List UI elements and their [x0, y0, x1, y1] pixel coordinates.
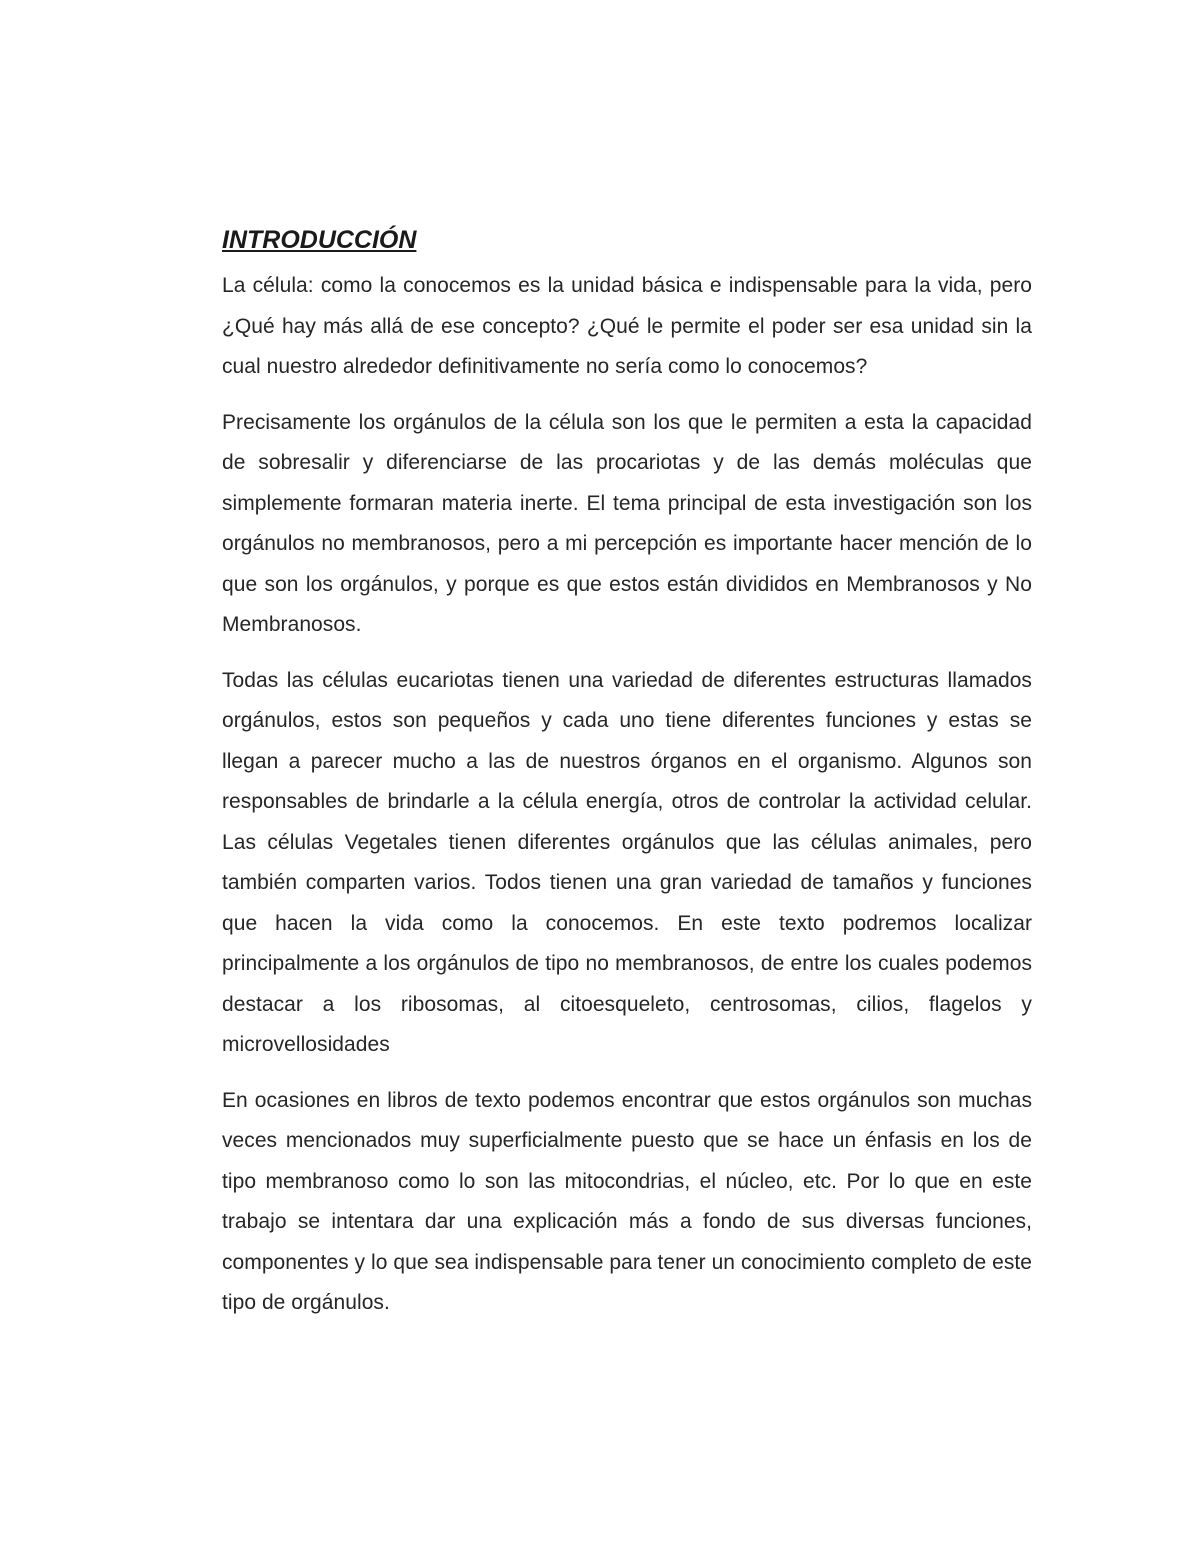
paragraph-2: Precisamente los orgánulos de la célula son los que le permiten a esta la capacidad de sobresalir y diferenciarse de las procariotas y de las demás moléculas que simplemente formaran materia inerte. El tema principal de esta investigación son los orgánulos no membranosos, pero a mi percepción es importante hacer mención de lo que son los orgánulos, y porque es que estos están divididos en Membranosos y No Membranosos.: [222, 410, 1032, 636]
paragraph-4: En ocasiones en libros de texto podemos encontrar que estos orgánulos son muchas veces mencionados muy superficialmente puesto que se hace un énfasis en los de tipo membranoso como lo son las mitocondrias, el núcleo, etc. Por lo que en este trabajo se intentara dar una explicación más a fondo de sus diversas funciones, componentes y lo que sea indispensable para tener un conocimiento completo de este tipo de orgánulos.: [222, 1088, 1032, 1314]
document-page: [222, 222, 1032, 1339]
section-title: INTRODUCCIÓN: [222, 226, 417, 254]
paragraph-1: La célula: como la conocemos es la unidad básica e indispensable para la vida, pero ¿Qué hay más allá de ese concepto? ¿Qué le permite el poder ser esa unidad sin la cual nuestro alrededor definitivamente no sería como lo conocemos?: [222, 274, 1032, 378]
paragraph-3: Todas las células eucariotas tienen una variedad de diferentes estructuras llamados orgánulos, estos son pequeños y cada uno tiene diferentes funciones y estas se llegan a parecer mucho a las de nuestros órganos en el organismo. Algunos son responsables de brindarle a la célula energía, otros de controlar la actividad celular. Las células Vegetales tienen diferentes orgánulos que las células animales, pero también comparten varios. Todos tienen una gran variedad de tamaños y funciones que hacen la vida como la conocemos. En este texto podremos localizar principalmente a los orgánulos de tipo no membranosos, de entre los cuales podemos destacar a los ribosomas, al citoesqueleto, centrosomas, cilios, flagelos y microvellosidades: [222, 668, 1032, 1056]
